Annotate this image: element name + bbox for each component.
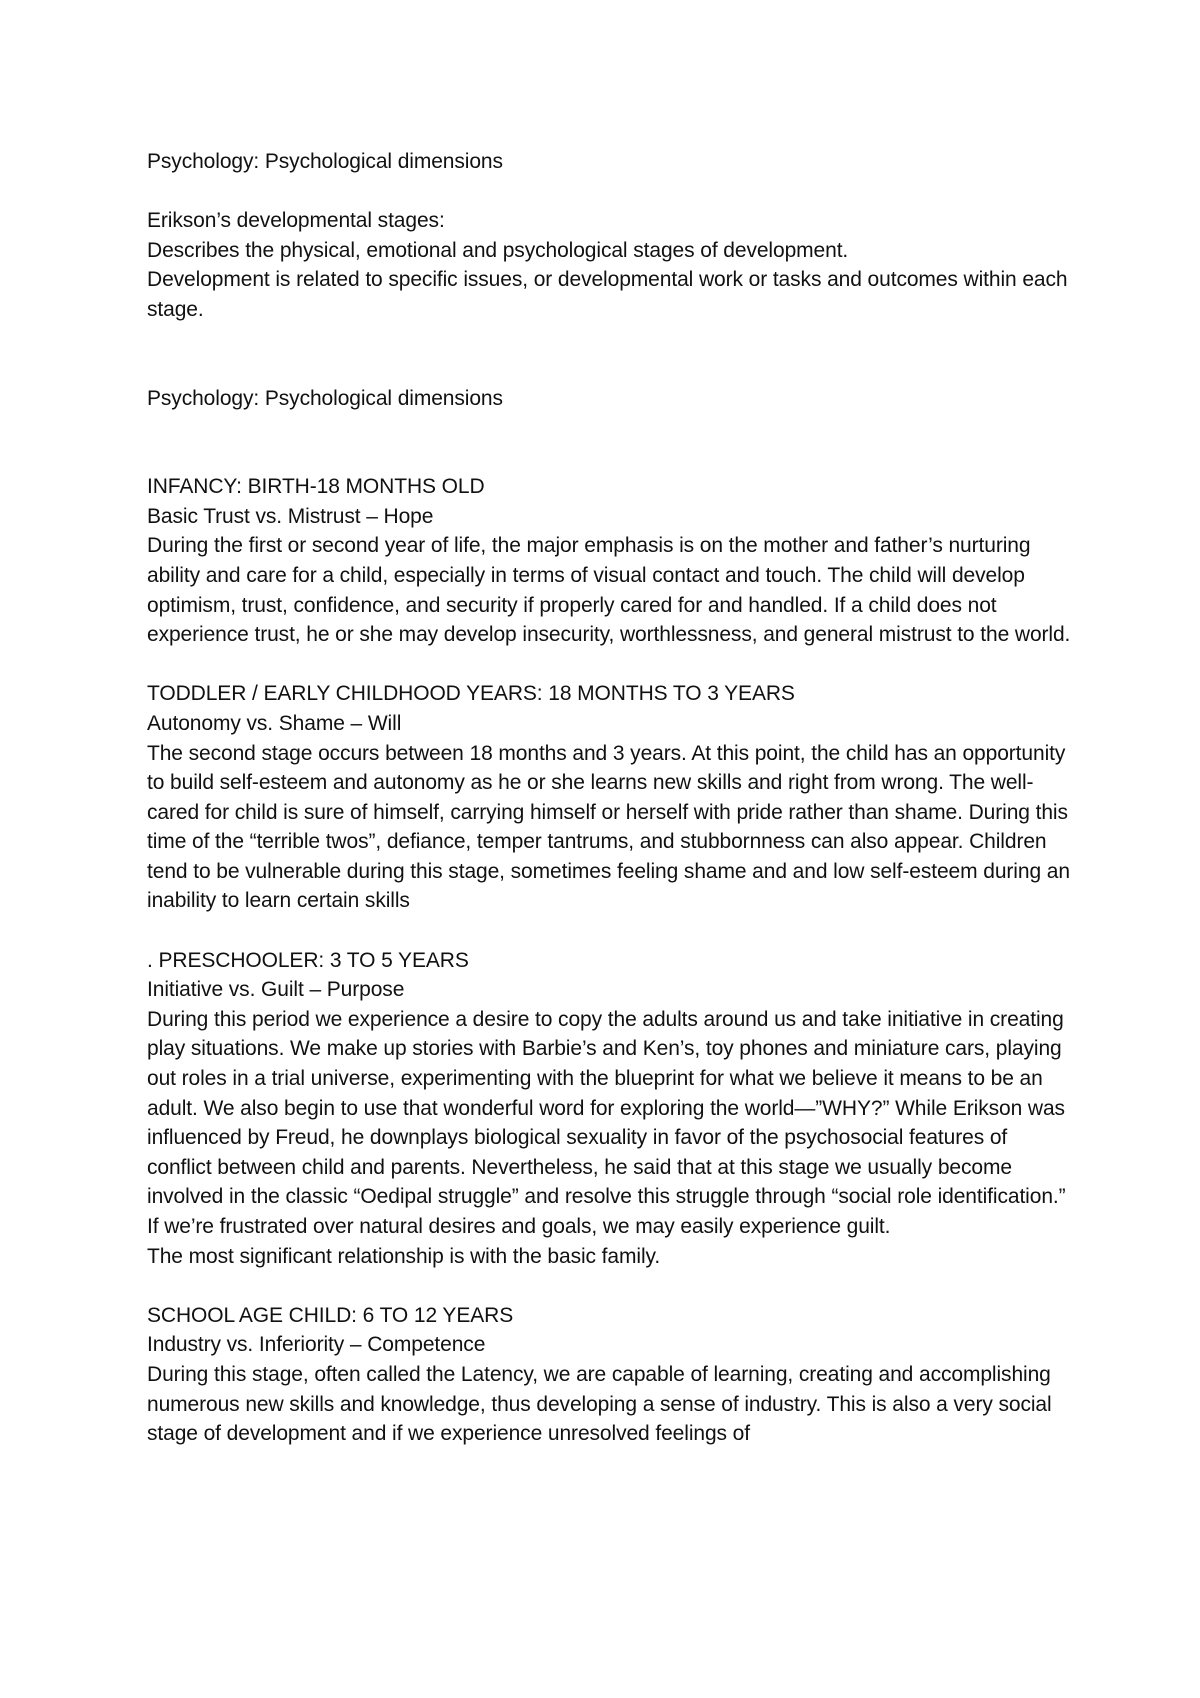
spacer — [147, 916, 1077, 946]
spacer — [147, 1271, 1077, 1301]
document-heading: Psychology: Psychological dimensions — [147, 150, 503, 173]
stage-body: During the first or second year of life, the major emphasis is on the mother and father’s nurturing ability and care for a child, especially in terms of visual contact and touch. The child will develop optimism, trust, confidence, and security if properly cared for and handled. If a child does not experience trust, he or she may develop insecurity, worthlessness, and general mistrust to the world. — [147, 534, 1071, 647]
stage-crisis: Autonomy vs. Shame – Will — [147, 711, 402, 735]
stage-body: During this stage, often called the Latency, we are capable of learning, creating and accomplishing numerous new skills and knowledge, thus developing a sense of industry. This is also a very social stage of development and if we experience unresolved feelings of — [147, 1362, 1052, 1446]
document-page — [147, 147, 1077, 1449]
stage-title: SCHOOL AGE CHILD: 6 TO 12 YEARS — [147, 1303, 514, 1327]
spacer — [147, 325, 1077, 384]
intro-line: Describes the physical, emotional and psychological stages of development. — [147, 238, 849, 262]
section-subheading: Erikson’s developmental stages: — [147, 209, 445, 233]
stage-toddler — [147, 679, 1077, 916]
stage-crisis: Initiative vs. Guilt – Purpose — [147, 978, 405, 1002]
spacer — [147, 413, 1077, 472]
spacer — [147, 650, 1077, 680]
stage-school-age — [147, 1301, 1077, 1449]
intro-line: Development is related to specific issues, or developmental work or tasks and outcomes within each stage. — [147, 268, 1068, 321]
stage-body: The second stage occurs between 18 months and 3 years. At this point, the child has an opportunity to build self-esteem and autonomy as he or she learns new skills and right from wrong. The well-cared for child is sure of himself, carrying himself or herself with pride rather than shame. During this time of the “terrible twos”, defiance, temper tantrums, and stubbornness can also appear. Children tend to be vulnerable during this stage, sometimes feeling shame and and low self-esteem during an inability to learn certain skills — [147, 741, 1070, 913]
stage-body: During this period we experience a desire to copy the adults around us and take initiative in creating play situations. We make up stories with Barbie’s and Ken’s, toy phones and miniature cars, playing out roles in a trial universe, experimenting with the blueprint for what we believe it means to be an adult. We also begin to use that wonderful word for exploring the world—”WHY?” While Erikson was influenced by Freud, he downplays biological sexuality in favor of the psychosocial features of conflict between child and parents. Nevertheless, he said that at this stage we usually become involved in the classic “Oedipal struggle” and resolve this struggle through “social role identification.” If we’re frustrated over natural desires and goals, we may easily experience guilt. — [147, 1007, 1066, 1238]
stage-crisis: Industry vs. Inferiority – Competence — [147, 1333, 486, 1357]
repeat-heading: Psychology: Psychological dimensions — [147, 386, 503, 410]
stage-title: TODDLER / EARLY CHILDHOOD YEARS: 18 MONTHS TO 3 YEARS — [147, 682, 795, 706]
stage-crisis: Basic Trust vs. Mistrust – Hope — [147, 504, 434, 528]
stage-extra: The most significant relationship is with the basic family. — [147, 1244, 661, 1268]
stage-title: INFANCY: BIRTH-18 MONTHS OLD — [147, 475, 485, 499]
stage-preschooler — [147, 946, 1077, 1272]
stage-infancy — [147, 472, 1077, 650]
spacer — [147, 177, 1077, 207]
stage-title: . PRESCHOOLER: 3 TO 5 YEARS — [147, 948, 469, 972]
